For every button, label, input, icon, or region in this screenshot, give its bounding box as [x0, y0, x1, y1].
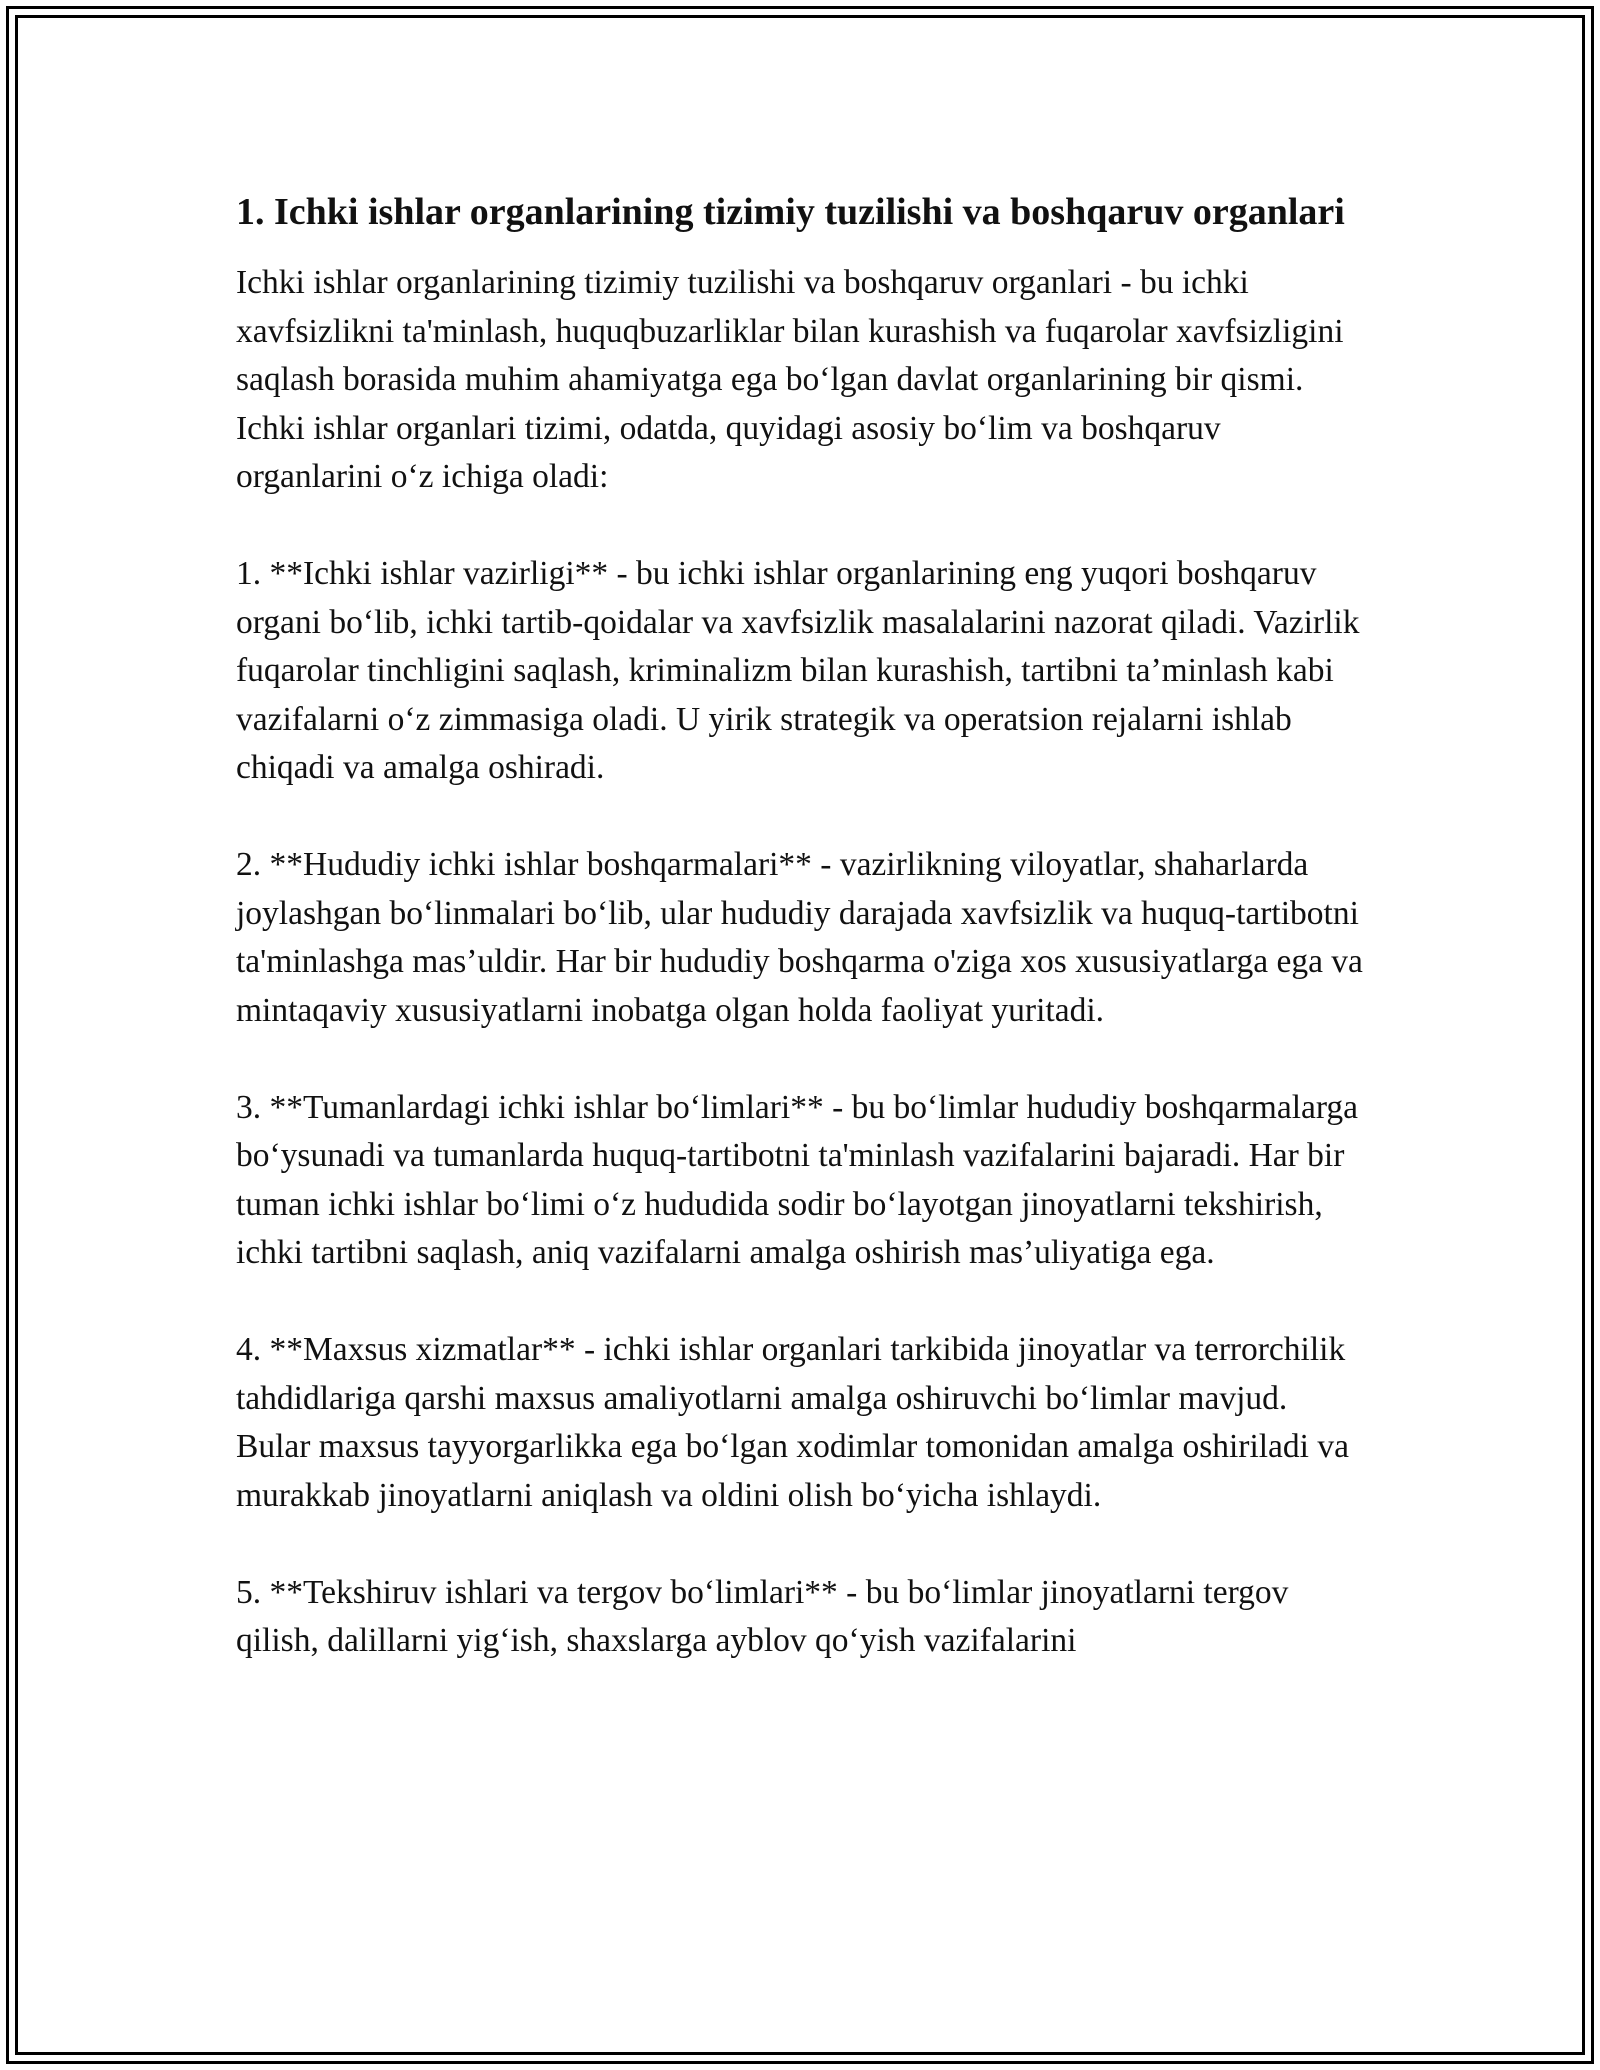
section-title: 1. Ichki ishlar organlarining tizimiy tuzilishi va boshqaruv organlari — [236, 191, 1345, 233]
list-item-investigation-divisions: 5. **Tekshiruv ishlari va tergov bo‘limlari** - bu bo‘limlar jinoyatlarni tergov qilish, dalillarni yig‘ish, shaxslarga ayblov qo‘yish vazifalarini — [236, 1573, 1289, 1659]
list-item-ministry: 1. **Ichki ishlar vazirligi** - bu ichki ishlar organlarining eng yuqori boshqaruv organi bo‘lib, ichki tartib-qoidalar va xavfsizlik masalalarini nazorat qiladi. Vazirlik fuqarolar tinchligini saqlash, kriminalizm bilan kurashish, tartibni ta’minlash kabi vazifalarni o‘z zimmasiga oladi. U yirik strategik va operatsion rejalarni ishlab chiqadi va amalga oshiradi. — [236, 555, 1360, 786]
list-item-regional-departments: 2. **Hududiy ichki ishlar boshqarmalari** - vazirlikning viloyatlar, shaharlarda joylashgan bo‘linmalari bo‘lib, ular hududiy darajada xavfsizlik va huquq-tartibotni ta'minlashga mas’uldir. Har bir hududiy boshqarma o'ziga xos xususiyatlarga ega va mintaqaviy xususiyatlarni inobatga olgan holda faoliyat yuritadi. — [236, 846, 1363, 1029]
document-body — [236, 186, 1366, 1714]
list-item-special-services: 4. **Maxsus xizmatlar** - ichki ishlar organlari tarkibida jinoyatlar va terrorchilik tahdidlariga qarshi maxsus amaliyotlarni amalga oshiruvchi bo‘limlar mavjud. Bular maxsus tayyorgarlikka ega bo‘lgan xodimlar tomonidan amalga oshiriladi va murakkab jinoyatlarni aniqlash va oldini olish bo‘yicha ishlaydi. — [236, 1331, 1349, 1514]
list-item-district-divisions: 3. **Tumanlardagi ichki ishlar bo‘limlari** - bu bo‘limlar hududiy boshqarmalarga bo‘ysunadi va tumanlarda huquq-tartibotni ta'minlash vazifalarini bajaradi. Har bir tuman ichki ishlar bo‘limi o‘z hududida sodir bo‘layotgan jinoyatlarni tekshirish, ichki tartibni saqlash, aniq vazifalarni amalga oshirish mas’uliyatiga ega. — [236, 1088, 1359, 1271]
intro-paragraph: Ichki ishlar organlarining tizimiy tuzilishi va boshqaruv organlari - bu ichki xavfsizlikni ta'minlash, huquqbuzarliklar bilan kurashish va fuqarolar xavfsizligini saqlash borasida muhim ahamiyatga ega bo‘lgan davlat organlarining bir qismi. Ichki ishlar organlari tizimi, odatda, quyidagi asosiy bo‘lim va boshqaruv organlarini o‘z ichiga oladi: — [236, 264, 1344, 495]
